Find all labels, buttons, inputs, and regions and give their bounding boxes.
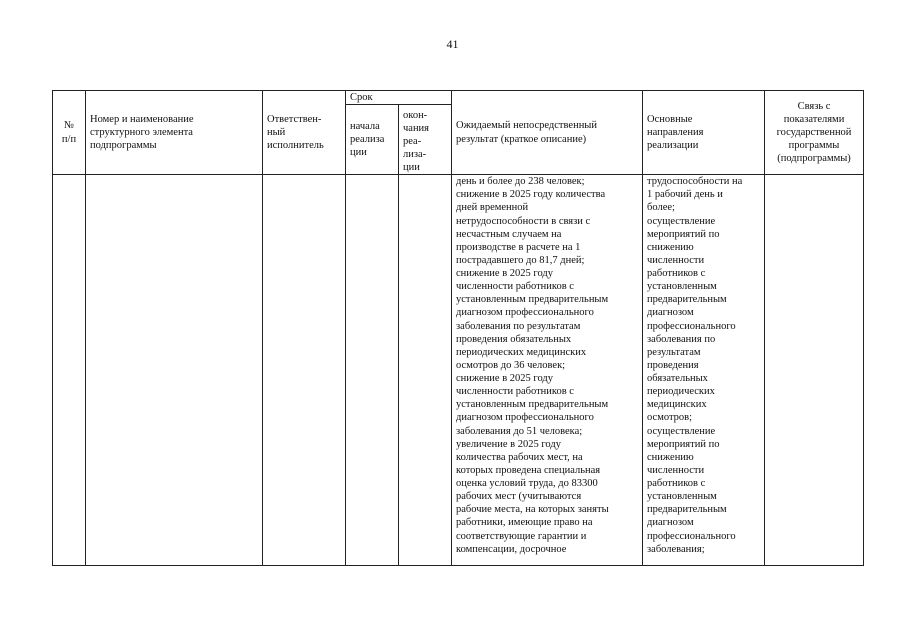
- header-result: Ожидаемый непосредственный результат (краткое описание): [452, 91, 643, 175]
- cell-executor: [263, 175, 346, 566]
- cell-link: [765, 175, 864, 566]
- program-table: [52, 90, 864, 566]
- header-directions: Основные направления реализации: [643, 91, 765, 175]
- header-link: Связь с показателями государственной программы (подпрограммы): [765, 91, 864, 175]
- header-element: Номер и наименование структурного элемента подпрограммы: [86, 91, 263, 175]
- cell-term-end: [399, 175, 452, 566]
- header-executor: Ответствен- ный исполнитель: [263, 91, 346, 175]
- cell-element: [86, 175, 263, 566]
- header-term: Срок: [346, 91, 452, 105]
- header-num: № п/п: [53, 91, 86, 175]
- cell-num: [53, 175, 86, 566]
- cell-directions: трудоспособности на 1 рабочий день и более; осуществление мероприятий по снижению численности работников с установленным предварительным диагнозом профессионального заболевания по результатам проведения обязательных периодических медицинских осмотров; осуществление мероприятий по снижению численности работников с установленным предварительным диагнозом профессионального заболевания;: [643, 175, 765, 566]
- table-row: [53, 175, 864, 566]
- cell-term-start: [346, 175, 399, 566]
- header-term-end: окон- чания реа- лиза- ции: [399, 105, 452, 175]
- cell-result: день и более до 238 человек; снижение в 2025 году количества дней временной нетрудоспособности в связи с несчастным случаем на производстве в расчете на 1 пострадавшего до 81,7 дней; снижение в 2025 году численности работников с установленным предварительным диагнозом профессионального заболевания по результатам проведения обязательных периодических медицинских осмотров до 36 человек; снижение в 2025 году численности работников с установленным предварительным диагнозом профессионального заболевания до 51 человека; увеличение в 2025 году количества рабочих мест, на которых проведена специальная оценка условий труда, до 83300 рабочих мест (учитываются рабочие места, на которых заняты работники, имеющие право на соответствующие гарантии и компенсации, досрочное: [452, 175, 643, 566]
- header-term-start: начала реализа ции: [346, 105, 399, 175]
- page-number: 41: [446, 37, 459, 51]
